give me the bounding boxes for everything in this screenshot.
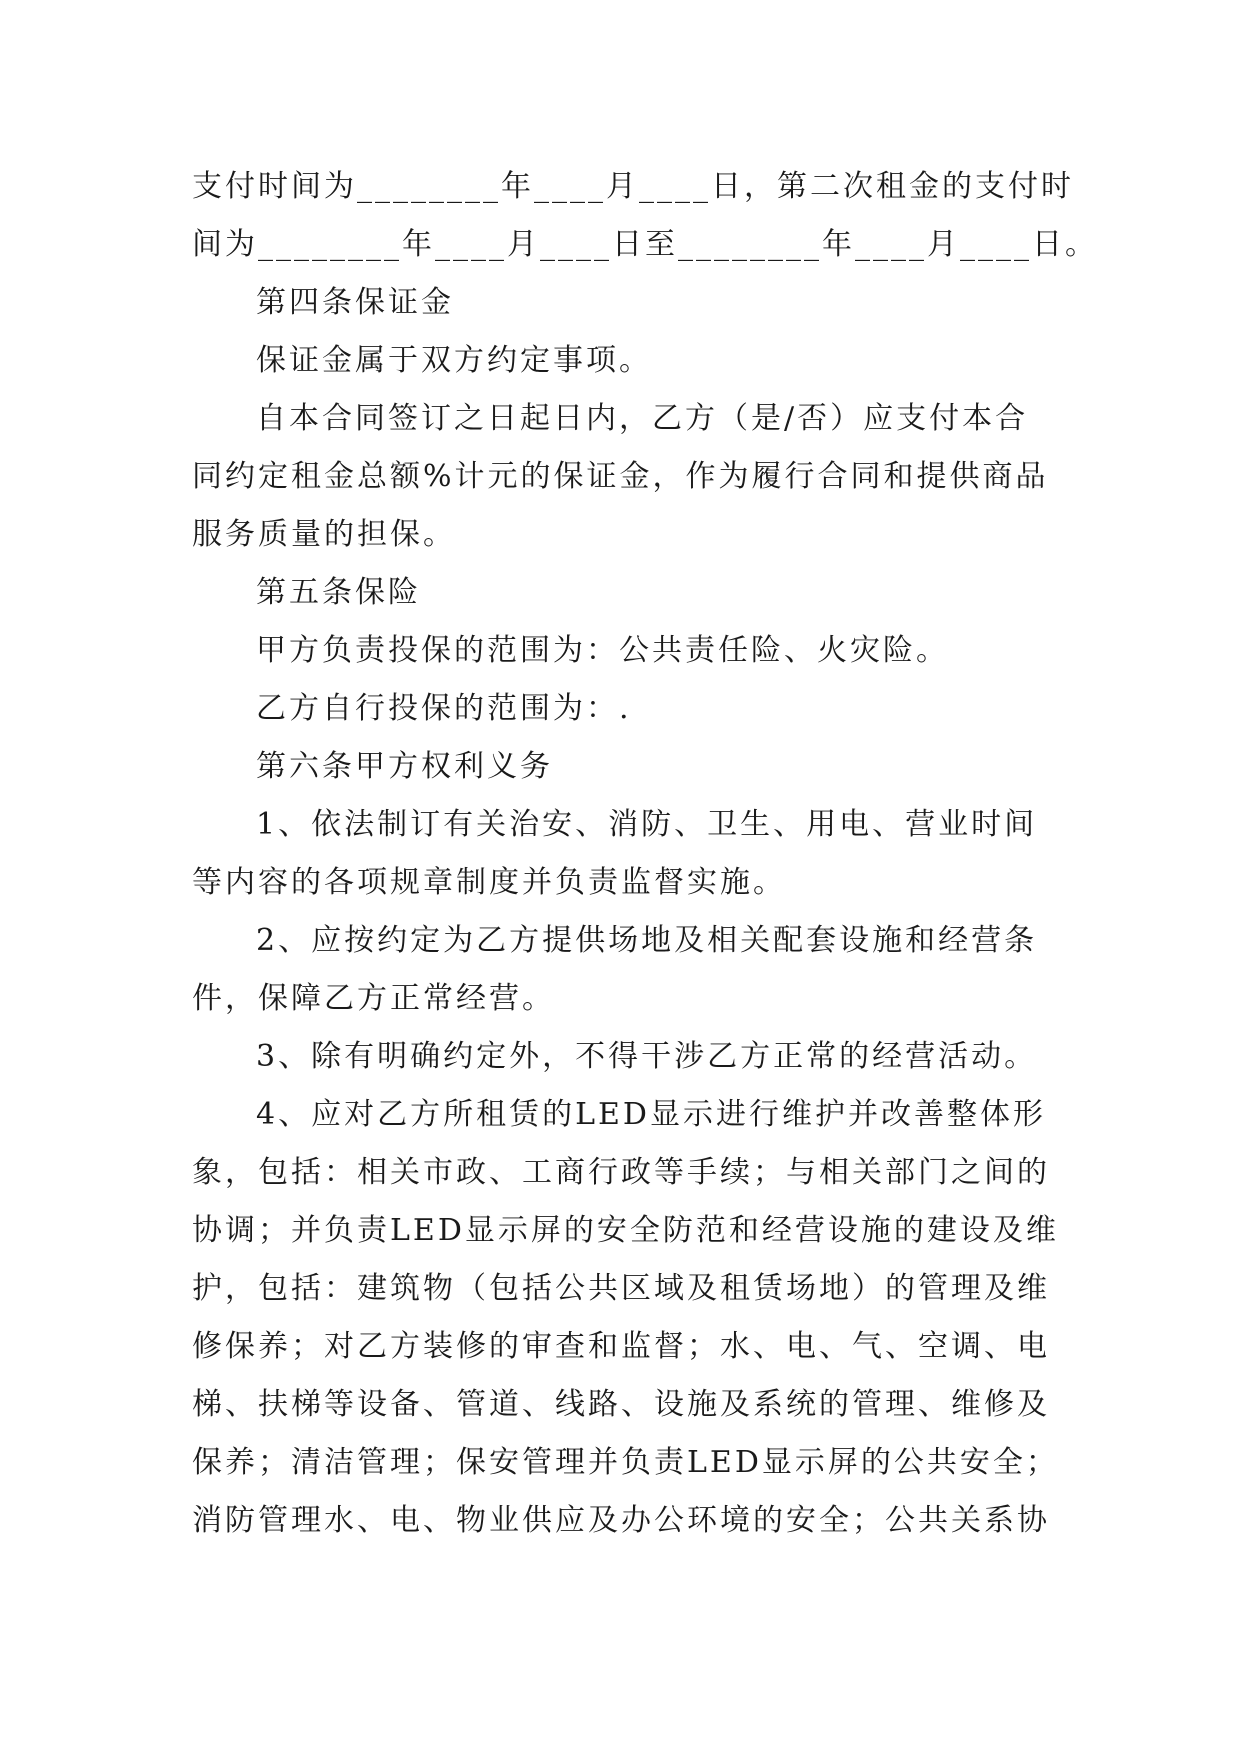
text-line: 4、应对乙方所租赁的LED显示进行维护并改善整体形: [256, 1097, 1046, 1132]
text-line: 支付时间为________年____月____日，第二次租金的支付时: [192, 169, 1074, 204]
text-line: 乙方自行投保的范围为：.: [256, 691, 632, 726]
text-line: 1、依法制订有关治安、消防、卫生、用电、营业时间: [256, 807, 1038, 842]
section-heading: 第五条保险: [256, 575, 421, 610]
document-body: [192, 158, 1098, 1550]
text-line: 间为________年____月____日至________年____月____日。: [192, 227, 1098, 262]
text-line: 护，包括：建筑物（包括公共区域及租赁场地）的管理及维: [192, 1271, 1050, 1306]
text-line: 件，保障乙方正常经营。: [192, 981, 555, 1016]
section-heading: 第四条保证金: [256, 285, 454, 320]
text-line: 同约定租金总额%计元的保证金，作为履行合同和提供商品: [192, 459, 1049, 494]
text-line: 消防管理水、电、物业供应及办公环境的安全；公共关系协: [192, 1503, 1050, 1538]
text-line: 2、应按约定为乙方提供场地及相关配套设施和经营条: [256, 923, 1038, 958]
text-line: 保证金属于双方约定事项。: [256, 343, 652, 378]
text-line: 保养；清洁管理；保安管理并负责LED显示屏的公共安全；: [192, 1445, 1059, 1480]
section-heading: 第六条甲方权利义务: [256, 749, 553, 784]
text-line: 梯、扶梯等设备、管道、线路、设施及系统的管理、维修及: [192, 1387, 1050, 1422]
text-line: 甲方负责投保的范围为：公共责任险、火灾险。: [256, 633, 949, 668]
text-line: 修保养；对乙方装修的审查和监督；水、电、气、空调、电: [192, 1329, 1050, 1364]
text-line: 3、除有明确约定外，不得干涉乙方正常的经营活动。: [256, 1039, 1038, 1074]
text-line: 协调；并负责LED显示屏的安全防范和经营设施的建设及维: [192, 1213, 1059, 1248]
text-line: 服务质量的担保。: [192, 517, 456, 552]
text-line: 象，包括：相关市政、工商行政等手续；与相关部门之间的: [192, 1155, 1050, 1190]
text-line: 自本合同签订之日起日内，乙方（是/否）应支付本合: [256, 401, 1029, 436]
text-line: 等内容的各项规章制度并负责监督实施。: [192, 865, 786, 900]
